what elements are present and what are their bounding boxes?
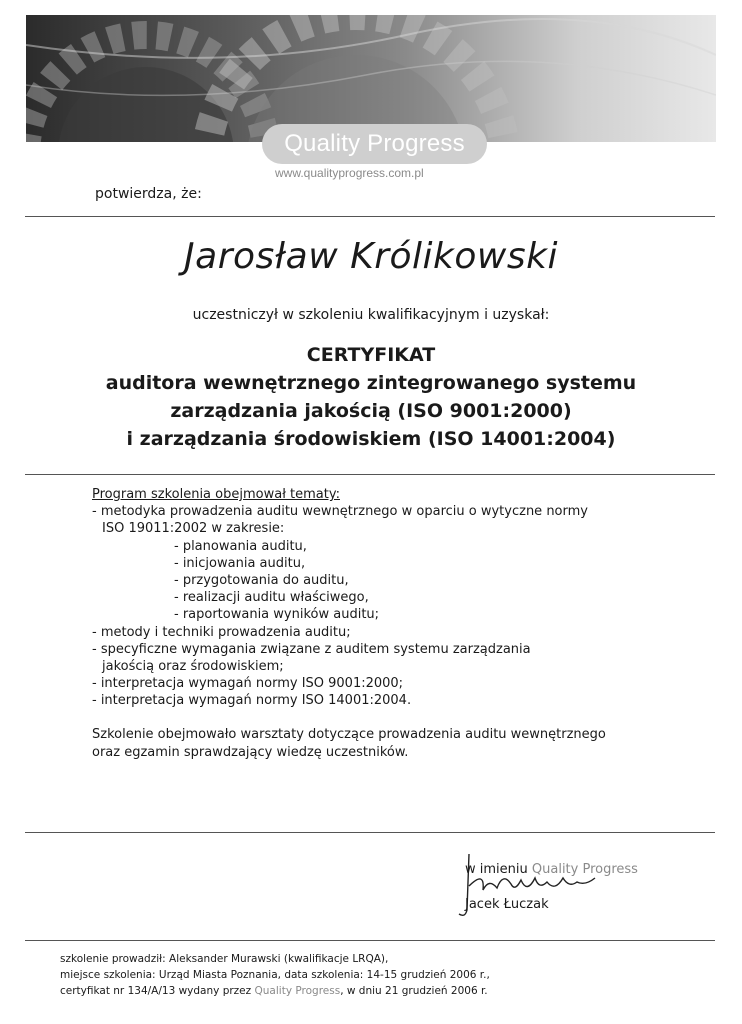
program-item: - metody i techniki prowadzenia auditu; <box>92 624 351 640</box>
program-item: - specyficzne wymagania związane z auditem systemu zarządzania <box>92 641 531 657</box>
participation-text: uczestniczył w szkoleniu kwalifikacyjnym i uzyskał: <box>192 307 550 323</box>
program-section <box>92 486 692 710</box>
signature-company: Quality Progress <box>531 862 638 877</box>
program-heading: Program szkolenia obejmował tematy: <box>92 487 340 502</box>
divider <box>25 474 715 475</box>
certificate-title: CERTYFIKAT <box>306 344 436 366</box>
footer-details <box>60 951 490 999</box>
certificate-line: auditora wewnętrznego zintegrowanego systemu <box>105 372 637 394</box>
company-url: www.qualityprogress.com.pl <box>275 166 424 180</box>
signature-on-behalf <box>465 862 638 877</box>
on-behalf-text: w imieniu <box>465 862 528 877</box>
logo-text: Quality Progress <box>284 130 465 157</box>
footer-line: szkolenie prowadził: Aleksander Murawski (kwalifikacje LRQA), <box>60 953 389 965</box>
divider <box>25 832 715 833</box>
program-item: - interpretacja wymagań normy ISO 14001:2004. <box>92 693 412 709</box>
closing-text <box>92 726 606 761</box>
footer-certificate-number: certyfikat nr 134/A/13 wydany przez <box>60 985 252 997</box>
program-item: - metodyka prowadzenia auditu wewnętrznego w oparciu o wytyczne normy <box>92 504 588 520</box>
recipient-name: Jarosław Królikowski <box>184 236 558 277</box>
program-item-continued: ISO 19011:2002 w zakresie: <box>102 521 285 537</box>
certificate-line: zarządzania jakością (ISO 9001:2000) <box>170 400 572 422</box>
certificate-line: i zarządzania środowiskiem (ISO 14001:2004) <box>126 428 616 450</box>
program-subitem: - raportowania wyników auditu; <box>174 607 380 623</box>
footer-line: miejsce szkolenia: Urząd Miasta Poznania, data szkolenia: 14-15 grudzień 2006 r., <box>60 969 490 981</box>
gear-graphic <box>26 15 716 142</box>
company-logo <box>262 124 487 164</box>
program-subitem: - inicjowania auditu, <box>174 555 306 571</box>
footer-issue-date: , w dniu 21 grudzień 2006 r. <box>340 985 488 997</box>
signatory-name: Jacek Łuczak <box>465 897 549 912</box>
closing-line: Szkolenie obejmowało warsztaty dotyczące prowadzenia auditu wewnętrznego <box>92 727 606 742</box>
program-subitem: - przygotowania do auditu, <box>174 573 349 589</box>
program-item-continued: jakością oraz środowiskiem; <box>102 659 284 675</box>
header-banner <box>26 15 716 142</box>
footer-company: Quality Progress <box>254 985 341 997</box>
footer-line <box>60 983 490 999</box>
program-subitem: - realizacji auditu właściwego, <box>174 590 369 606</box>
closing-line: oraz egzamin sprawdzający wiedzę uczestników. <box>92 744 409 760</box>
divider <box>25 216 715 217</box>
program-subitem: - planowania auditu, <box>174 538 307 554</box>
program-item: - interpretacja wymagań normy ISO 9001:2000; <box>92 676 404 692</box>
divider <box>25 940 715 941</box>
intro-text: potwierdza, że: <box>95 186 202 202</box>
